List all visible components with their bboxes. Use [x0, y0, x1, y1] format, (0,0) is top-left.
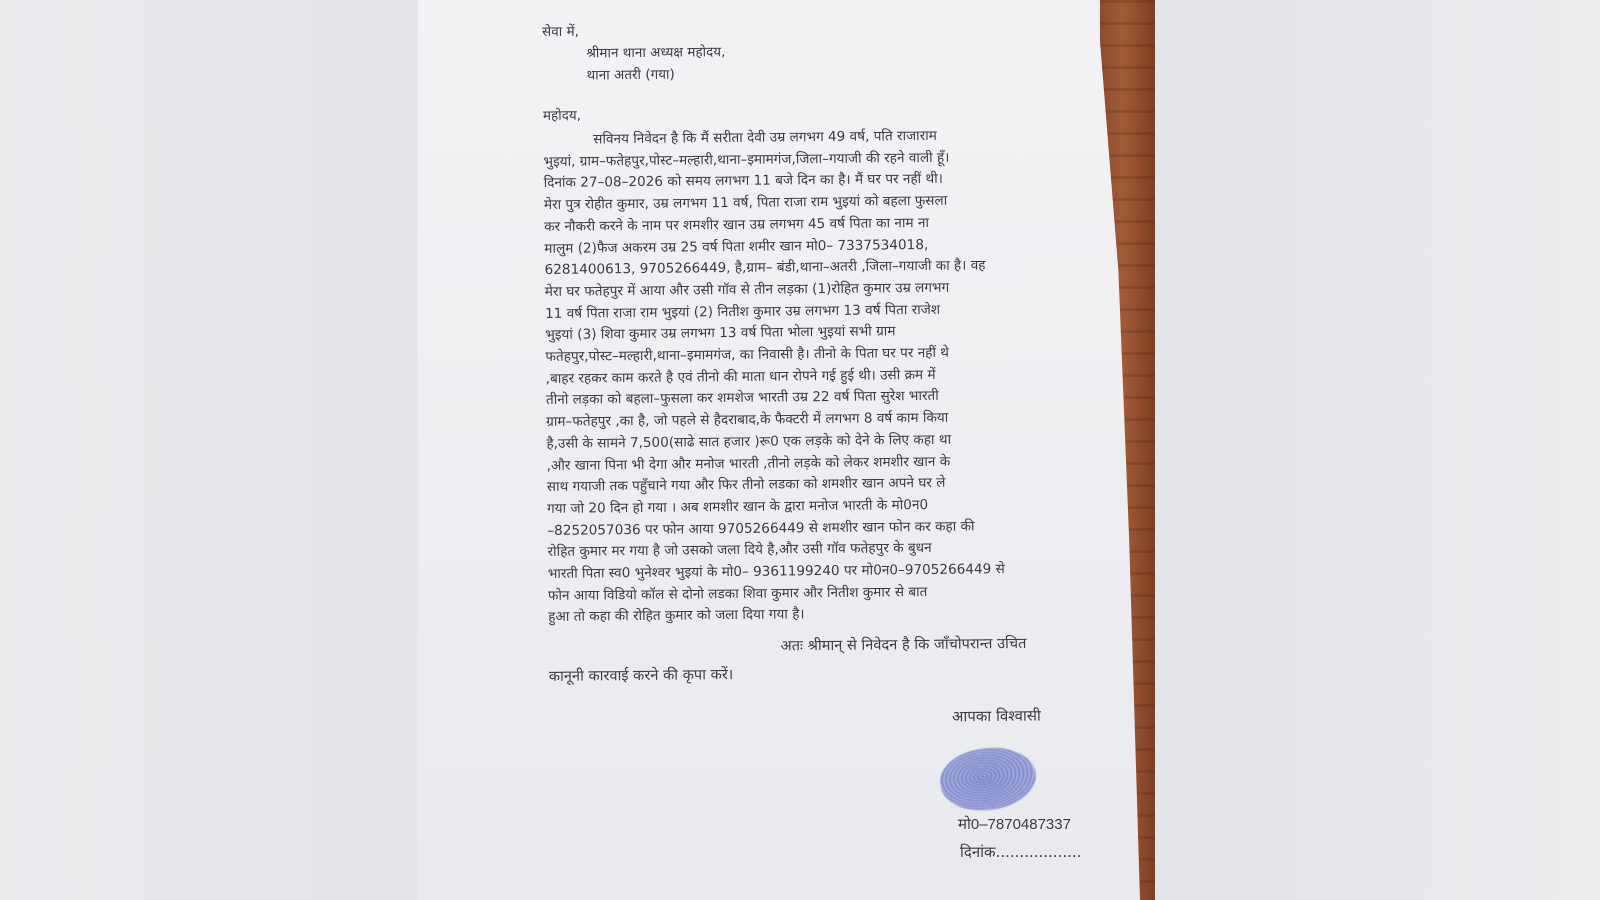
body-line: साथ गयाजी तक पहुँचाने गया और फिर तीनो लडका को शमशीर खान अपने घर ले — [546, 475, 946, 496]
body-line: 11 वर्ष पिता राजा राम भुइयां (2) नितीश कुमार उम्र लगभग 13 वर्ष पिता राजेश — [544, 301, 941, 322]
letter-body — [543, 124, 1083, 629]
mobile-number: मो0–7870487337 — [958, 816, 1071, 833]
request-line-1: अतः श्रीमान् से निवेदन है कि जाँचोपरान्त उचित — [780, 635, 1027, 655]
date-field: दिनांक.................. — [960, 843, 1082, 861]
body-line: तीनो लड़का को बहला–फुसला कर शमशेज भारती उम्र 22 वर्ष पिता सुरेश भारती — [545, 388, 939, 409]
body-line: ,बाहर रहकर काम करते है एवं तीनो की माता धान रोपने गई हुई थी। उसी क्रम में — [545, 366, 936, 387]
body-line: भुइयां, ग्राम–फतेहपुर,पोस्ट–मल्हारी,थाना–इमामगंज,जिला–गयाजी की रहने वाली हूँ। — [543, 149, 950, 170]
body-line: हुआ तो कहा की रोहित कुमार को जला दिया गया है। — [548, 606, 805, 626]
recipient-title: श्रीमान थाना अध्यक्ष महोदय, — [586, 44, 726, 62]
body-line: भुइयां (3) शिवा कुमार उम्र लगभग 13 वर्ष पिता भोला भुइयां सभी ग्राम — [545, 323, 896, 344]
body-line: कर नौकरी करने के नाम पर शमशीर खान उम्र लगभग 45 वर्ष पिता का नाम ना — [544, 214, 930, 235]
body-line: मालुम (2)फैज अकरम उम्र 25 वर्ष पिता शमीर खान मो0– 7337534018, — [544, 236, 929, 257]
body-line: है,उसी के सामने 7,500(साढे सात हजार )रू0 एक लड़के को देने के लिए कहा था — [546, 431, 952, 452]
closing-signoff: आपका विश्वासी — [951, 706, 1041, 726]
recipient-seva-me: सेवा में, — [542, 23, 579, 40]
body-line: ग्राम–फतेहपुर ,का है, जो पहले से हैदराबाद,के फैक्टरी में लगभग 8 वर्ष काम किया — [546, 409, 949, 431]
body-line: सविनय निवेदन है कि मैं सरीता देवी उम्र लगभग 49 वर्ष, पति राजाराम — [593, 127, 937, 148]
recipient-station: थाना अतरी (गया) — [586, 66, 675, 84]
salutation: महोदय, — [542, 107, 582, 124]
body-line: फोन आया विडियो कॉल से दोनो लडका शिवा कुमार और नितीश कुमार से बात — [547, 583, 928, 604]
background-left — [0, 0, 418, 900]
body-line: –8252057036 पर फोन आया 9705266449 से शमशीर खान फोन कर कहा की — [547, 518, 975, 539]
body-line: 6281400613, 9705266449, है,ग्राम– बंडी,थाना–अतरी ,जिला–गयाजी का है। वह — [544, 257, 986, 279]
body-line: भारती पिता स्व0 भुनेश्वर भुइयां के मो0– 9361199240 पर मो0न0–9705266449 से — [547, 561, 1005, 583]
body-line: दिनांक 27–08–2026 को समय लगभग 11 बजे दिन का है। मैं घर पर नहीं थी। — [543, 171, 943, 192]
body-line: फतेहपुर,पोस्ट–मल्हारी,थाना–इमामगंज, का निवासी है। तीनो के पिता घर पर नहीं थे — [545, 344, 950, 366]
request-line-2: कानूनी कारवाई करने की कृपा करें। — [548, 666, 734, 686]
body-line: गया जो 20 दिन हो गया । अब शमशीर खान के द्वारा मनोज भारती के मो0न0 — [547, 496, 929, 517]
request-paragraph — [548, 630, 1084, 692]
background-right — [1155, 0, 1600, 900]
body-line: मेरा पुत्र रोहीत कुमार, उम्र लगभग 11 वर्ष, पिता राजा राम भुइयां को बहला फुसला — [543, 192, 948, 214]
body-line: ,और खाना पिना भी देगा और मनोज भारती ,तीनो लड़के को लेकर शमशीर खान के — [546, 453, 951, 474]
complaint-letter — [542, 16, 1084, 691]
body-line: रोहित कुमार मर गया है जो उसको जला दिये है,और उसी गॉव फतेहपुर के बुधन — [547, 540, 932, 561]
body-line: मेरा घर फतेहपुर में आया और उसी गॉव से तीन लड़का (1)रोहित कुमार उम्र लगभग — [544, 279, 950, 300]
